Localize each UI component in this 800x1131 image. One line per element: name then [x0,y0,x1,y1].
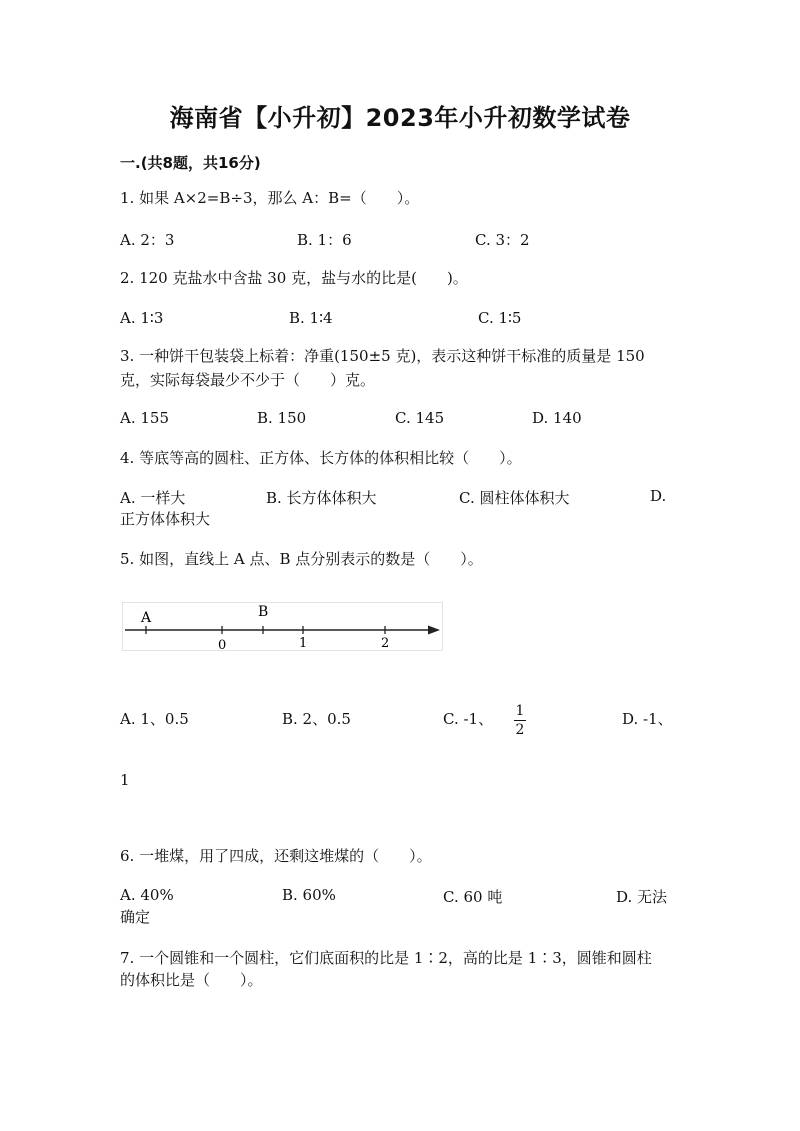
fraction-bar [514,720,526,721]
fraction-denominator: 2 [515,722,525,738]
q6-option-d[interactable]: D. 无法 [616,888,668,906]
question-7-line-1: 7. 一个圆锥和一个圆柱，它们底面积的比是 1∶2，高的比是 1∶3，圆锥和圆柱 [120,949,652,967]
q6-option-a[interactable]: A. 40% [120,886,174,904]
q5-option-d-continued: 1 [120,771,130,789]
q2-option-a[interactable]: A. 1∶3 [120,309,164,327]
question-3-line-1: 3. 一种饼干包装袋上标着：净重(150±5 克)，表示这种饼干标准的质量是 150 [120,347,645,365]
q1-option-a[interactable]: A. 2：3 [120,231,175,249]
q6-option-c[interactable]: C. 60 吨 [443,888,503,906]
q3-option-a[interactable]: A. 155 [120,409,169,427]
q4-option-d-continued: 正方体体积大 [120,510,211,528]
question-4: 4. 等底等高的圆柱、正方体、长方体的体积相比较（ ）。 [120,449,522,467]
q6-option-b[interactable]: B. 60% [282,886,336,904]
q5-option-a[interactable]: A. 1、0.5 [120,710,189,728]
question-2: 2. 120 克盐水中含盐 30 克，盐与水的比是( )。 [120,269,468,287]
question-3-line-2: 克，实际每袋最少不少于（ ）克。 [120,371,376,389]
tick-label-2: 2 [381,636,390,651]
q4-option-c[interactable]: C. 圆柱体体积大 [459,489,570,507]
q5-option-b[interactable]: B. 2、0.5 [282,710,351,728]
figure-border [123,603,443,651]
question-5: 5. 如图，直线上 A 点、B 点分别表示的数是（ ）。 [120,550,483,568]
tick-label-0: 0 [218,638,227,652]
label-b: B [258,604,269,620]
q3-option-d[interactable]: D. 140 [532,409,582,427]
q2-option-c[interactable]: C. 1∶5 [478,309,522,327]
tick-label-1: 1 [299,636,308,651]
q3-option-c[interactable]: C. 145 [395,409,445,427]
q3-option-b[interactable]: B. 150 [257,409,307,427]
q1-option-b[interactable]: B. 1：6 [297,231,352,249]
q4-option-a[interactable]: A. 一样大 [120,489,186,507]
question-6: 6. 一堆煤，用了四成，还剩这堆煤的（ ）。 [120,847,432,865]
q4-option-d[interactable]: D. [650,487,667,505]
page-title: 海南省【小升初】2023年小升初数学试卷 [169,104,631,132]
q1-option-c[interactable]: C. 3：2 [475,231,530,249]
q4-option-b[interactable]: B. 长方体体积大 [266,489,377,507]
q5-option-c-fraction [513,703,527,738]
q6-option-d-continued: 确定 [120,908,151,926]
q5-option-c[interactable]: C. -1、 [443,710,494,728]
question-7-line-2: 的体积比是（ ）。 [120,971,263,989]
q5-option-d[interactable]: D. -1、 [622,710,673,728]
number-line-figure [122,602,444,652]
q2-option-b[interactable]: B. 1∶4 [289,309,333,327]
question-1: 1. 如果 A×2=B÷3，那么 A：B=（ ）。 [120,189,420,207]
section-heading: 一.(共8题，共16分) [120,154,261,172]
number-line-arrow-icon [428,626,440,635]
fraction-numerator: 1 [515,703,525,719]
label-a: A [141,610,152,626]
